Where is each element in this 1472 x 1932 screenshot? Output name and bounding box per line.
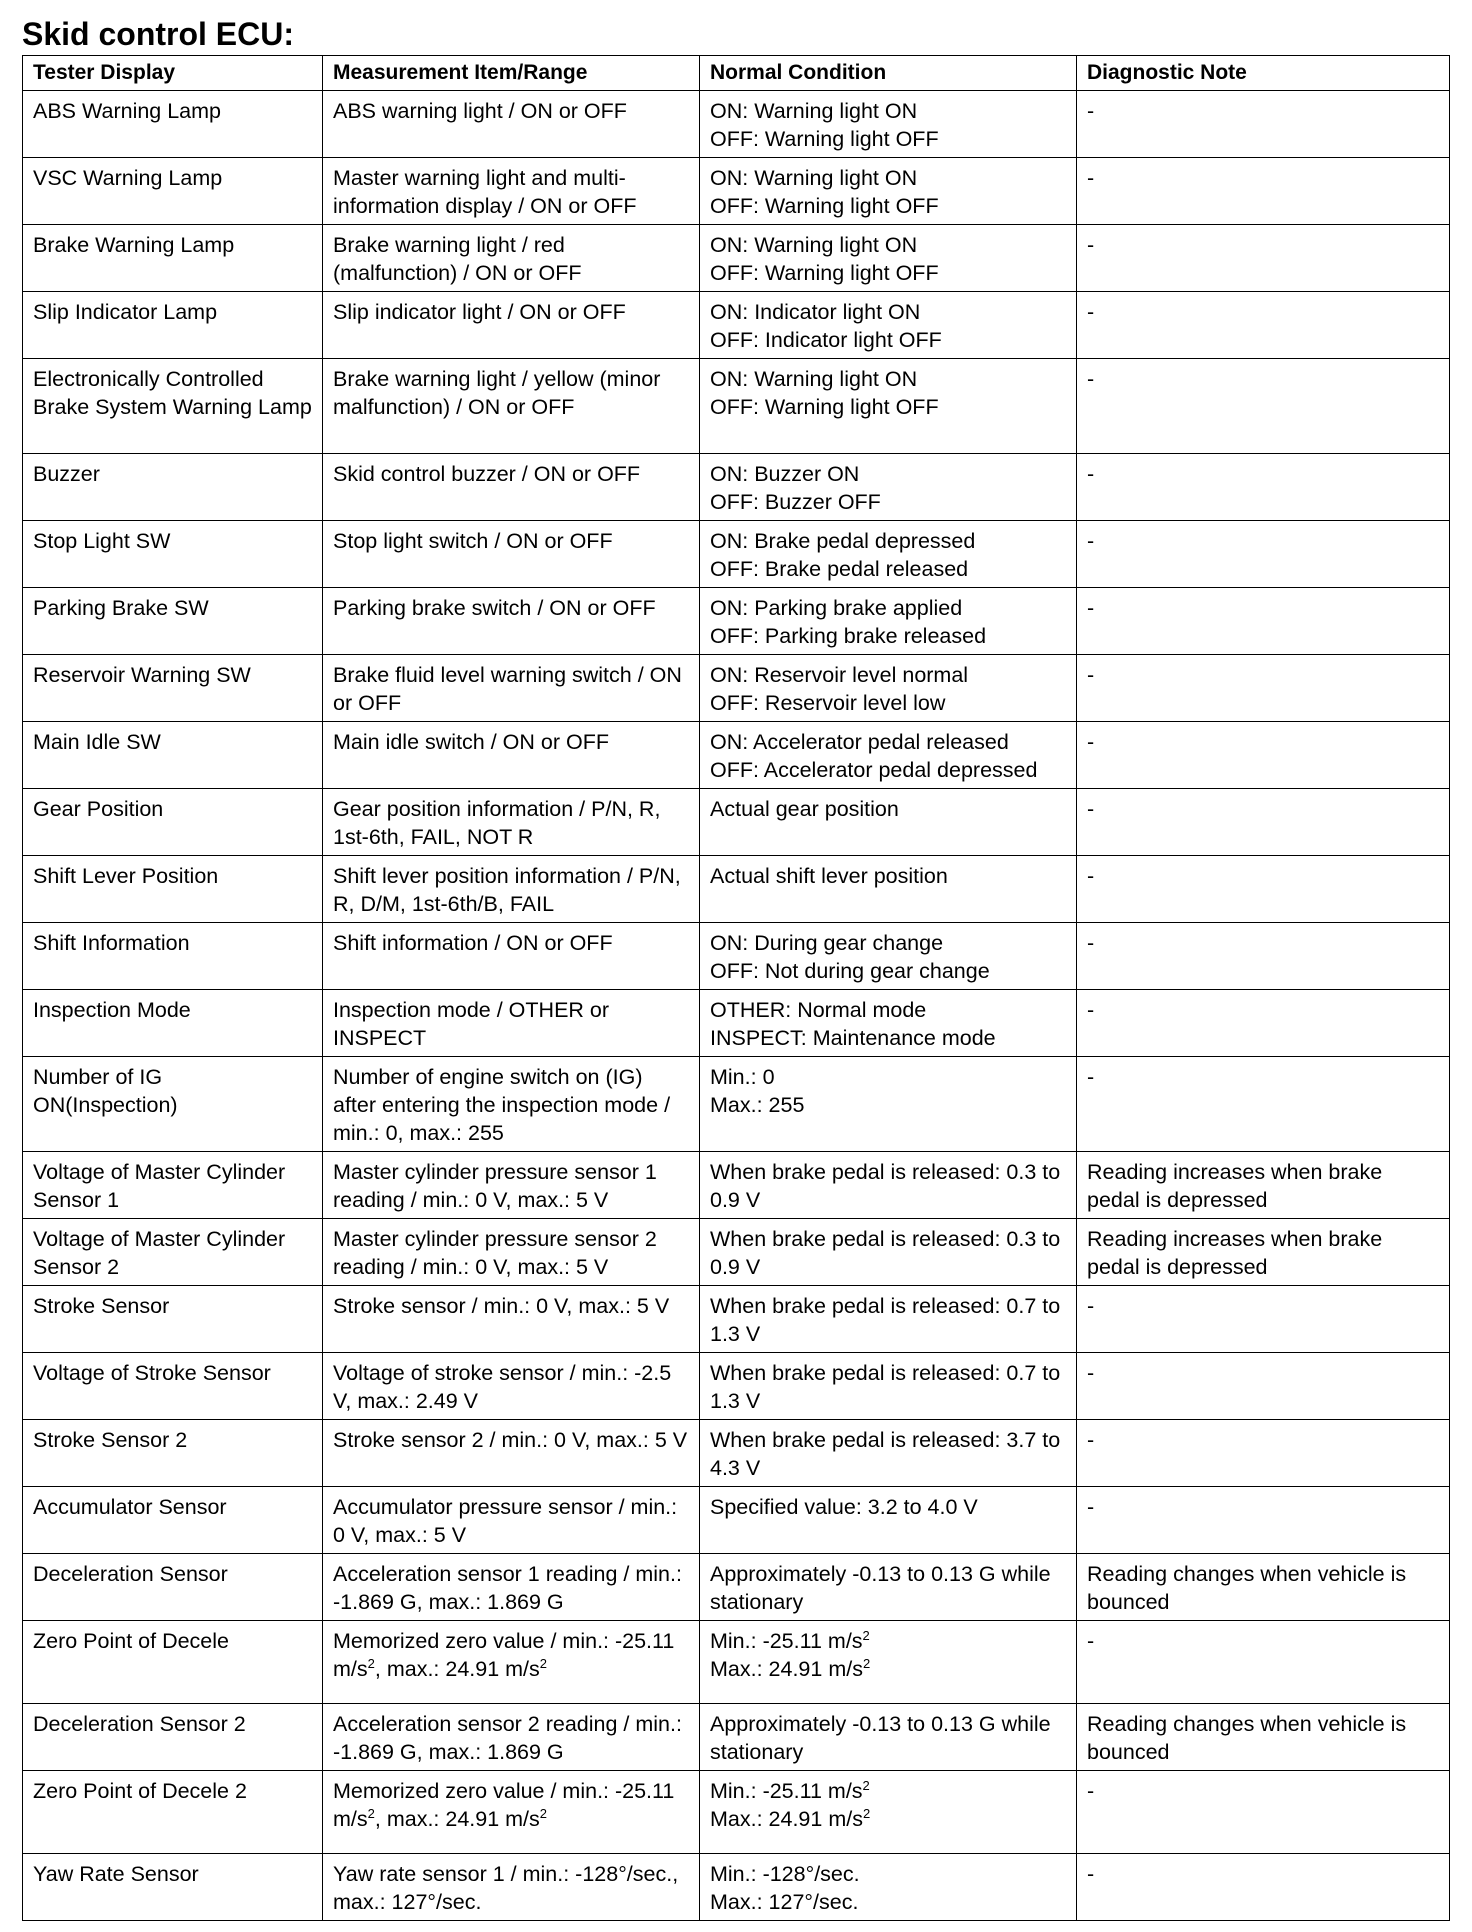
- cell-diagnostic-note: -: [1077, 1771, 1450, 1854]
- cell-normal-condition: [700, 1854, 1077, 1921]
- table-row: [23, 359, 1450, 454]
- superscript: 2: [539, 1655, 548, 1671]
- cell-tester-display: Deceleration Sensor: [23, 1554, 323, 1621]
- condition-line: ON: During gear change: [710, 931, 944, 955]
- cell-measurement-item: Stroke sensor / min.: 0 V, max.: 5 V: [323, 1286, 700, 1353]
- cell-tester-display: Zero Point of Decele: [23, 1621, 323, 1704]
- cell-normal-condition: [700, 1286, 1077, 1353]
- condition-line: OFF: Buzzer OFF: [710, 490, 881, 514]
- condition-line: ON: Parking brake applied: [710, 596, 963, 620]
- cell-measurement-item: Main idle switch / ON or OFF: [323, 722, 700, 789]
- cell-measurement-item: Stroke sensor 2 / min.: 0 V, max.: 5 V: [323, 1420, 700, 1487]
- cell-measurement-item: Brake warning light / red (malfunction) / ON or OFF: [323, 225, 700, 292]
- condition-line: INSPECT: Maintenance mode: [710, 1026, 996, 1050]
- cell-diagnostic-note: -: [1077, 292, 1450, 359]
- superscript: 2: [862, 1805, 871, 1821]
- cell-normal-condition: [700, 1353, 1077, 1420]
- cell-diagnostic-note: -: [1077, 521, 1450, 588]
- cell-tester-display: Reservoir Warning SW: [23, 655, 323, 722]
- condition-line: OFF: Parking brake released: [710, 624, 987, 648]
- condition-line: ON: Indicator light ON: [710, 300, 921, 324]
- condition-line: [710, 1627, 1066, 1655]
- cell-tester-display: VSC Warning Lamp: [23, 158, 323, 225]
- cell-normal-condition: [700, 292, 1077, 359]
- superscript: 2: [539, 1805, 548, 1821]
- header-normal-condition: Normal Condition: [700, 56, 1077, 91]
- cell-tester-display: Main Idle SW: [23, 722, 323, 789]
- table-row: [23, 1057, 1450, 1152]
- cell-measurement-item: Number of engine switch on (IG) after entering the inspection mode / min.: 0, max.: 255: [323, 1057, 700, 1152]
- table-row: [23, 292, 1450, 359]
- condition-line: ON: Brake pedal depressed: [710, 529, 976, 553]
- table-row: [23, 1771, 1450, 1854]
- condition-line: ON: Warning light ON: [710, 367, 918, 391]
- text-part: Min.: -25.11 m/s: [710, 1779, 863, 1803]
- cell-normal-condition: [700, 655, 1077, 722]
- condition-line: OFF: Brake pedal released: [710, 557, 969, 581]
- condition-line: OFF: Warning light OFF: [710, 395, 939, 419]
- cell-diagnostic-note: -: [1077, 990, 1450, 1057]
- table-row: [23, 1353, 1450, 1420]
- table-row: [23, 1219, 1450, 1286]
- cell-measurement-item: Brake fluid level warning switch / ON or OFF: [323, 655, 700, 722]
- superscript: 2: [862, 1655, 871, 1671]
- condition-line: ON: Reservoir level normal: [710, 663, 969, 687]
- table-row: [23, 588, 1450, 655]
- table-row: [23, 1286, 1450, 1353]
- cell-tester-display: Electronically Controlled Brake System Warning Lamp: [23, 359, 323, 454]
- condition-line: When brake pedal is released: 0.7 to 1.3 V: [710, 1294, 1061, 1346]
- condition-line: Approximately -0.13 to 0.13 G while stationary: [710, 1712, 1051, 1764]
- table-row: [23, 1554, 1450, 1621]
- cell-measurement-item: Master cylinder pressure sensor 1 reading / min.: 0 V, max.: 5 V: [323, 1152, 700, 1219]
- text-part: Max.: 24.91 m/s: [710, 1657, 863, 1681]
- cell-measurement-item: Master cylinder pressure sensor 2 reading / min.: 0 V, max.: 5 V: [323, 1219, 700, 1286]
- cell-normal-condition: [700, 923, 1077, 990]
- condition-line: Actual shift lever position: [710, 864, 948, 888]
- condition-line: [710, 1777, 1066, 1805]
- cell-diagnostic-note: -: [1077, 588, 1450, 655]
- cell-measurement-item: Yaw rate sensor 1 / min.: -128°/sec., max.: 127°/sec.: [323, 1854, 700, 1921]
- text-part: Min.: -25.11 m/s: [710, 1629, 863, 1653]
- cell-diagnostic-note: -: [1077, 1854, 1450, 1921]
- cell-normal-condition: [700, 1057, 1077, 1152]
- cell-tester-display: Voltage of Master Cylinder Sensor 1: [23, 1152, 323, 1219]
- cell-diagnostic-note: Reading increases when brake pedal is depressed: [1077, 1152, 1450, 1219]
- cell-normal-condition: [700, 454, 1077, 521]
- cell-measurement-item: Voltage of stroke sensor / min.: -2.5 V, max.: 2.49 V: [323, 1353, 700, 1420]
- cell-tester-display: Shift Information: [23, 923, 323, 990]
- table-row: [23, 923, 1450, 990]
- cell-diagnostic-note: Reading changes when vehicle is bounced: [1077, 1704, 1450, 1771]
- cell-tester-display: Zero Point of Decele 2: [23, 1771, 323, 1854]
- cell-measurement-item: Stop light switch / ON or OFF: [323, 521, 700, 588]
- condition-line: OFF: Not during gear change: [710, 959, 990, 983]
- cell-tester-display: Accumulator Sensor: [23, 1487, 323, 1554]
- cell-normal-condition: [700, 588, 1077, 655]
- cell-normal-condition: [700, 1704, 1077, 1771]
- cell-diagnostic-note: -: [1077, 655, 1450, 722]
- condition-line: When brake pedal is released: 0.3 to 0.9 V: [710, 1227, 1061, 1279]
- cell-measurement-item: Inspection mode / OTHER or INSPECT: [323, 990, 700, 1057]
- cell-tester-display: Parking Brake SW: [23, 588, 323, 655]
- table-row: [23, 225, 1450, 292]
- cell-normal-condition: [700, 225, 1077, 292]
- table-row: [23, 1704, 1450, 1771]
- table-header-row: [23, 56, 1450, 91]
- skid-control-ecu-table: [22, 55, 1450, 1921]
- cell-measurement-item: Slip indicator light / ON or OFF: [323, 292, 700, 359]
- cell-normal-condition: [700, 1152, 1077, 1219]
- condition-line: Actual gear position: [710, 797, 899, 821]
- cell-measurement-item: [323, 1771, 700, 1854]
- condition-line: Min.: -128°/sec.: [710, 1862, 860, 1886]
- cell-normal-condition: [700, 1487, 1077, 1554]
- cell-tester-display: Stop Light SW: [23, 521, 323, 588]
- table-row: [23, 1487, 1450, 1554]
- table-row: [23, 1621, 1450, 1704]
- cell-measurement-item: Master warning light and multi-information display / ON or OFF: [323, 158, 700, 225]
- cell-tester-display: Slip Indicator Lamp: [23, 292, 323, 359]
- cell-diagnostic-note: -: [1077, 1420, 1450, 1487]
- cell-measurement-item: Gear position information / P/N, R, 1st-6th, FAIL, NOT R: [323, 789, 700, 856]
- table-row: [23, 1420, 1450, 1487]
- condition-line: ON: Warning light ON: [710, 166, 918, 190]
- table-row: [23, 789, 1450, 856]
- cell-normal-condition: [700, 789, 1077, 856]
- cell-measurement-item: Acceleration sensor 2 reading / min.: -1.869 G, max.: 1.869 G: [323, 1704, 700, 1771]
- cell-measurement-item: Acceleration sensor 1 reading / min.: -1.869 G, max.: 1.869 G: [323, 1554, 700, 1621]
- cell-normal-condition: [700, 1420, 1077, 1487]
- superscript: 2: [367, 1655, 375, 1671]
- cell-diagnostic-note: Reading increases when brake pedal is depressed: [1077, 1219, 1450, 1286]
- text-part: Max.: 24.91 m/s: [710, 1807, 863, 1831]
- cell-tester-display: Gear Position: [23, 789, 323, 856]
- condition-line: When brake pedal is released: 0.3 to 0.9 V: [710, 1160, 1061, 1212]
- condition-line: Approximately -0.13 to 0.13 G while stationary: [710, 1562, 1051, 1614]
- condition-line: OFF: Warning light OFF: [710, 194, 939, 218]
- cell-normal-condition: [700, 1621, 1077, 1704]
- table-row: [23, 454, 1450, 521]
- condition-line: Max.: 127°/sec.: [710, 1890, 859, 1914]
- cell-tester-display: ABS Warning Lamp: [23, 91, 323, 158]
- cell-tester-display: Inspection Mode: [23, 990, 323, 1057]
- text-part: Memorized zero value / min.: -25.11 m/s: [333, 1629, 675, 1681]
- cell-normal-condition: [700, 856, 1077, 923]
- cell-diagnostic-note: -: [1077, 1057, 1450, 1152]
- cell-tester-display: Voltage of Stroke Sensor: [23, 1353, 323, 1420]
- superscript: 2: [862, 1777, 870, 1793]
- cell-tester-display: Yaw Rate Sensor: [23, 1854, 323, 1921]
- cell-measurement-item: Accumulator pressure sensor / min.: 0 V, max.: 5 V: [323, 1487, 700, 1554]
- cell-normal-condition: [700, 158, 1077, 225]
- condition-line: ON: Buzzer ON: [710, 462, 860, 486]
- cell-measurement-item: Skid control buzzer / ON or OFF: [323, 454, 700, 521]
- cell-diagnostic-note: -: [1077, 1621, 1450, 1704]
- table-row: [23, 655, 1450, 722]
- cell-tester-display: Deceleration Sensor 2: [23, 1704, 323, 1771]
- cell-diagnostic-note: -: [1077, 91, 1450, 158]
- header-diagnostic-note: Diagnostic Note: [1077, 56, 1450, 91]
- superscript: 2: [862, 1627, 870, 1643]
- cell-normal-condition: [700, 1554, 1077, 1621]
- superscript: 2: [367, 1805, 375, 1821]
- condition-line: OFF: Warning light OFF: [710, 261, 939, 285]
- cell-measurement-item: Shift information / ON or OFF: [323, 923, 700, 990]
- cell-normal-condition: [700, 91, 1077, 158]
- cell-diagnostic-note: -: [1077, 158, 1450, 225]
- condition-line: [710, 1655, 1066, 1683]
- cell-diagnostic-note: -: [1077, 359, 1450, 454]
- condition-line: Min.: 0: [710, 1065, 775, 1089]
- cell-measurement-item: Brake warning light / yellow (minor malfunction) / ON or OFF: [323, 359, 700, 454]
- condition-line: Specified value: 3.2 to 4.0 V: [710, 1495, 978, 1519]
- table-row: [23, 91, 1450, 158]
- cell-diagnostic-note: -: [1077, 1353, 1450, 1420]
- cell-diagnostic-note: -: [1077, 454, 1450, 521]
- cell-normal-condition: [700, 1219, 1077, 1286]
- cell-normal-condition: [700, 990, 1077, 1057]
- page-title: Skid control ECU:: [22, 16, 295, 52]
- condition-line: OFF: Accelerator pedal depressed: [710, 758, 1038, 782]
- condition-line: OFF: Warning light OFF: [710, 127, 939, 151]
- table-row: [23, 158, 1450, 225]
- table-row: [23, 1854, 1450, 1921]
- cell-tester-display: Shift Lever Position: [23, 856, 323, 923]
- cell-normal-condition: [700, 359, 1077, 454]
- table-row: [23, 856, 1450, 923]
- condition-line: ON: Warning light ON: [710, 233, 918, 257]
- header-tester-display: Tester Display: [23, 56, 323, 91]
- cell-diagnostic-note: -: [1077, 856, 1450, 923]
- condition-line: ON: Accelerator pedal released: [710, 730, 1009, 754]
- cell-tester-display: Stroke Sensor 2: [23, 1420, 323, 1487]
- cell-normal-condition: [700, 722, 1077, 789]
- condition-line: [710, 1805, 1066, 1833]
- cell-measurement-item: Shift lever position information / P/N, R, D/M, 1st-6th/B, FAIL: [323, 856, 700, 923]
- cell-diagnostic-note: Reading changes when vehicle is bounced: [1077, 1554, 1450, 1621]
- condition-line: ON: Warning light ON: [710, 99, 918, 123]
- condition-line: OFF: Indicator light OFF: [710, 328, 942, 352]
- text-part: , max.: 24.91 m/s: [374, 1657, 540, 1681]
- table-row: [23, 521, 1450, 588]
- table-row: [23, 722, 1450, 789]
- cell-diagnostic-note: -: [1077, 1286, 1450, 1353]
- condition-line: OTHER: Normal mode: [710, 998, 927, 1022]
- cell-tester-display: Stroke Sensor: [23, 1286, 323, 1353]
- cell-normal-condition: [700, 1771, 1077, 1854]
- table-row: [23, 990, 1450, 1057]
- header-measurement-item: Measurement Item/Range: [323, 56, 700, 91]
- cell-normal-condition: [700, 521, 1077, 588]
- condition-line: When brake pedal is released: 0.7 to 1.3 V: [710, 1361, 1061, 1413]
- cell-diagnostic-note: -: [1077, 923, 1450, 990]
- text-part: Memorized zero value / min.: -25.11 m/s: [333, 1779, 675, 1831]
- text-part: , max.: 24.91 m/s: [374, 1807, 540, 1831]
- cell-measurement-item: ABS warning light / ON or OFF: [323, 91, 700, 158]
- condition-line: When brake pedal is released: 3.7 to 4.3 V: [710, 1428, 1061, 1480]
- cell-diagnostic-note: -: [1077, 1487, 1450, 1554]
- cell-tester-display: Brake Warning Lamp: [23, 225, 323, 292]
- cell-tester-display: Buzzer: [23, 454, 323, 521]
- table-row: [23, 1152, 1450, 1219]
- cell-measurement-item: Parking brake switch / ON or OFF: [323, 588, 700, 655]
- cell-tester-display: Number of IG ON(Inspection): [23, 1057, 323, 1152]
- cell-measurement-item: [323, 1621, 700, 1704]
- cell-diagnostic-note: -: [1077, 722, 1450, 789]
- cell-diagnostic-note: -: [1077, 225, 1450, 292]
- condition-line: OFF: Reservoir level low: [710, 691, 946, 715]
- condition-line: Max.: 255: [710, 1093, 805, 1117]
- cell-diagnostic-note: -: [1077, 789, 1450, 856]
- cell-tester-display: Voltage of Master Cylinder Sensor 2: [23, 1219, 323, 1286]
